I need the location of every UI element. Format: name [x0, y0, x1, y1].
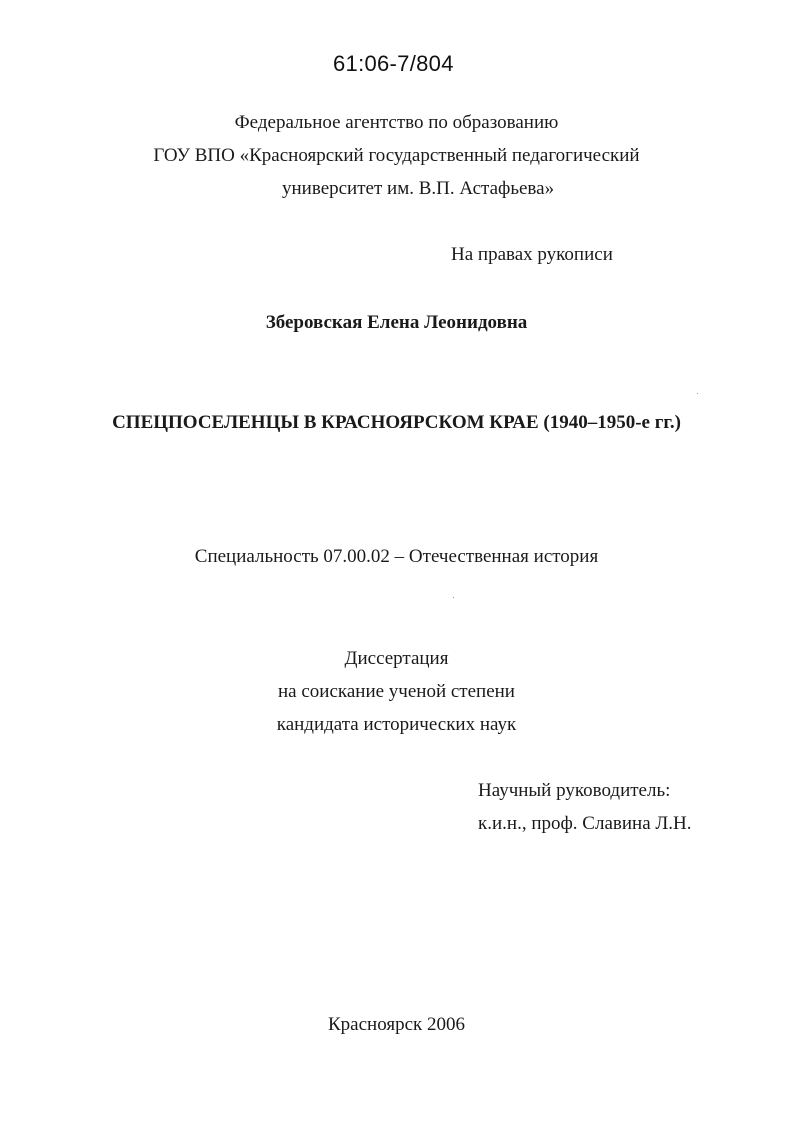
scan-speck [697, 393, 698, 394]
degree-line: на соискание ученой степени [278, 681, 515, 702]
supervisor-name: к.и.н., проф. Славина Л.Н. [478, 813, 692, 834]
degree-field: кандидата исторических наук [276, 714, 517, 735]
scan-speck [453, 597, 454, 598]
dissertation-label: Диссертация [344, 648, 449, 669]
archive-stamp-number: 61:06-7/804 [333, 51, 454, 76]
agency-name: Федеральное агентство по образованию [234, 112, 559, 133]
author-name: Зберовская Елена Леонидовна [265, 312, 528, 333]
dissertation-title: СПЕЦПОСЕЛЕНЦЫ В КРАСНОЯРСКОМ КРАЕ (1940–1950-е гг.) [112, 412, 681, 433]
institution-name-line2: университет им. В.П. Астафьева» [282, 178, 555, 199]
supervisor-label: Научный руководитель: [478, 780, 671, 801]
specialty: Специальность 07.00.02 – Отечественная история [194, 546, 599, 567]
city-year: Красноярск 2006 [328, 1014, 465, 1035]
institution-name-line1: ГОУ ВПО «Красноярский государственный педагогический [153, 145, 640, 166]
manuscript-note: На правах рукописи [451, 244, 613, 265]
